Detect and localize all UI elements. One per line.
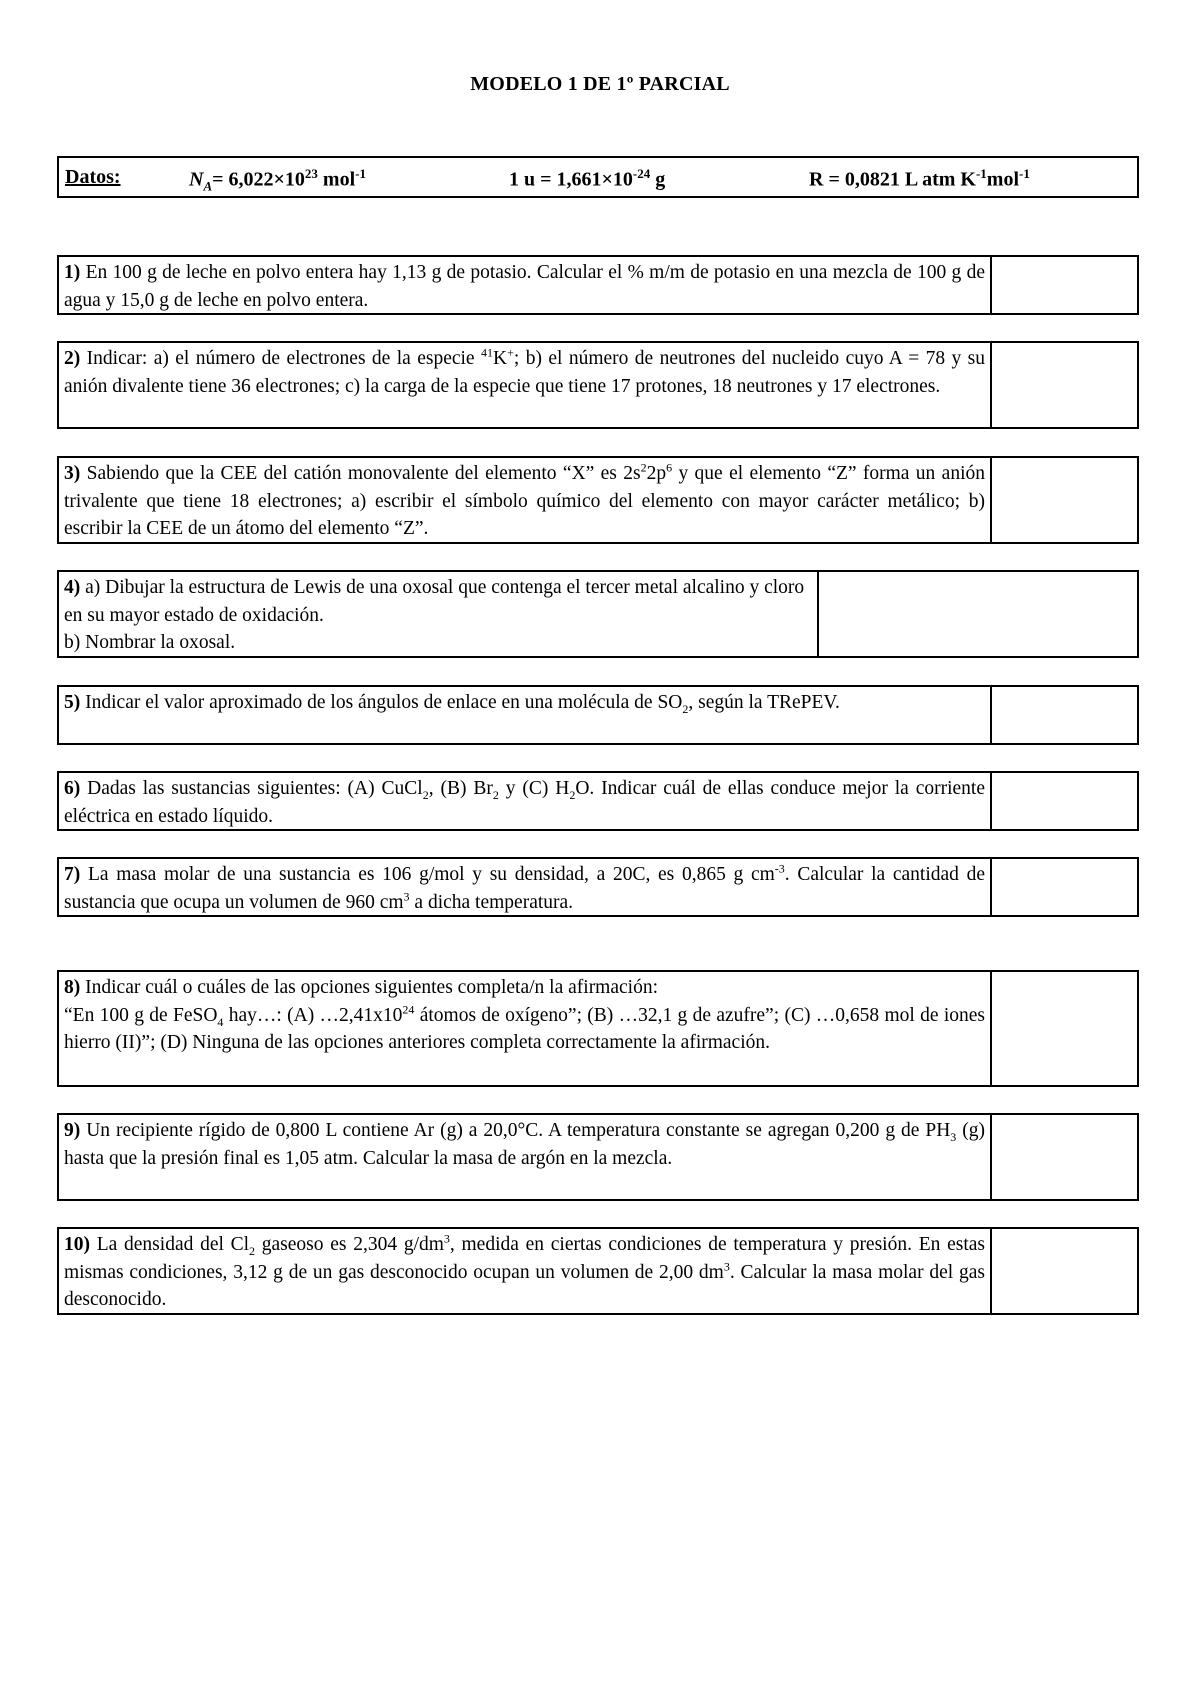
answer-box[interactable]	[992, 458, 1137, 542]
answer-box[interactable]	[992, 1115, 1137, 1199]
question-text: 10) La densidad del $Cl_2$ gaseoso es 2,304 $g/dm^3$, medida en ciertas condiciones de temperatura y presión. En estas mismas condiciones, 3,12 g de un gas desconocido ocupan un volumen de 2,00 $dm^3$. Calcular la masa molar del gas desconocido.	[59, 1229, 992, 1313]
answer-box[interactable]	[992, 859, 1137, 915]
question-9	[57, 1113, 1139, 1201]
answer-box[interactable]	[819, 572, 1137, 656]
question-text: 4) a) Dibujar la estructura de Lewis de una oxosal que contenga el tercer metal alcalino y cloro en su mayor estado de oxidación. b) Nombrar la oxosal.	[59, 572, 819, 656]
answer-box[interactable]	[992, 1229, 1137, 1313]
question-text: 9) Un recipiente rígido de 0,800 L contiene Ar (g) a 20,0°C. A temperatura constante se agregan 0,200 g de $PH_3$ (g) hasta que la presión final es 1,05 atm. Calcular la masa de argón en la mezcla.	[59, 1115, 992, 1199]
question-10	[57, 1227, 1139, 1315]
question-4	[57, 570, 1139, 658]
question-8	[57, 970, 1139, 1087]
answer-box[interactable]	[992, 343, 1137, 427]
question-2	[57, 341, 1139, 429]
answer-box[interactable]	[992, 972, 1137, 1085]
avogadro-constant: $N_A= 6,022\times 10^{23}$ mol$^{-1}$	[189, 166, 366, 194]
question-text: 8) Indicar cuál o cuáles de las opciones siguientes completa/n la afirmación: “En 100 g de FeSO$_4$ hay…: (A) $\dots 2,41x10^{24}$ átomos de oxígeno”; (B) …32,1 g de azufre”; (C) …0,658 mol de iones hierro (II)”; (D) Ninguna de las opciones anteriores completa correctamente la afirmación.	[59, 972, 992, 1085]
question-text: 7) La masa molar de una sustancia es 106 g/mol y su densidad, a 20C, es 0,865 g $cm^{-3}$. Calcular la cantidad de sustancia que ocupa un volumen de 960 $cm^3$ a dicha temperatura.	[59, 859, 992, 915]
question-text: 6) Dadas las sustancias siguientes: (A) CuCl$_2$, (B) $Br_2$ y (C) $H_2O$. Indicar cuál de ellas conduce mejor la corriente eléctrica en estado líquido.	[59, 773, 992, 829]
question-5	[57, 685, 1139, 745]
question-3	[57, 456, 1139, 544]
data-label: Datos:	[65, 166, 121, 188]
page-title: MODELO 1 DE 1º PARCIAL	[470, 73, 730, 95]
answer-box[interactable]	[992, 773, 1137, 829]
answer-box[interactable]	[992, 257, 1137, 313]
gas-constant: R = 0,0821 L atm $K^{-1}mol^{-1}$	[809, 166, 1030, 191]
question-1	[57, 255, 1139, 315]
data-box	[57, 156, 1139, 198]
question-text: 1) En 100 g de leche en polvo entera hay 1,13 g de potasio. Calcular el % m/m de potasio en una mezcla de 100 g de agua y 15,0 g de leche en polvo entera.	[59, 257, 992, 313]
question-text: 3) Sabiendo que la CEE del catión monovalente del elemento “X” es $2s^22p^6$ y que el elemento “Z” forma un anión trivalente que tiene 18 electrones; a) escribir el símbolo químico del elemento con mayor carácter metálico; b) escribir la CEE de un átomo del elemento “Z”.	[59, 458, 992, 542]
question-6	[57, 771, 1139, 831]
atomic-mass-unit: 1 $u = 1,661\times 10^{-24}$ g	[509, 166, 666, 191]
question-7	[57, 857, 1139, 917]
question-text: 5) Indicar el valor aproximado de los ángulos de enlace en una molécula de $SO_2$, según la TRePEV.	[59, 687, 992, 743]
answer-box[interactable]	[992, 687, 1137, 743]
question-text: 2) Indicar: a) el número de electrones de la especie $^{41}$K+; b) el número de neutrones del nucleido cuyo A = 78 y su anión divalente tiene 36 electrones; c) la carga de la especie que tiene 17 protones, 18 neutrones y 17 electrones.	[59, 343, 992, 427]
